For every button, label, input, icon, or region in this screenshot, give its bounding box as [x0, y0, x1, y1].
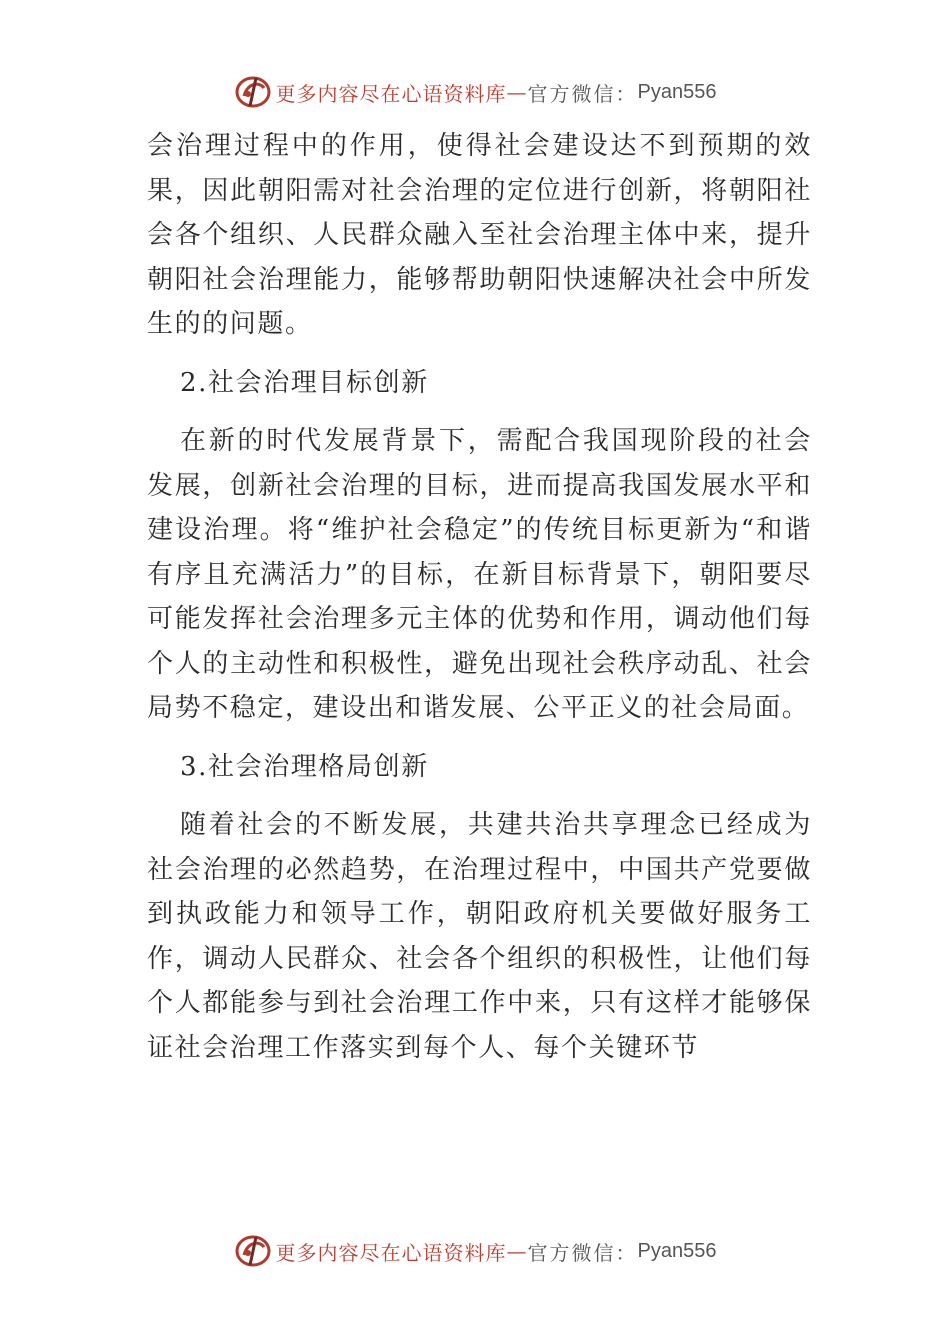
- footer-watermark: [0, 1233, 950, 1269]
- section-heading-3: 3.社会治理格局创新: [180, 751, 429, 782]
- watermark-wechat-label: 官方微信：: [527, 81, 638, 106]
- watermark-wechat-id: Pyan556: [637, 80, 717, 103]
- document-body: [147, 124, 812, 1070]
- watermark-text: 更多内容尽在心语资料库: [275, 81, 507, 106]
- watermark-dash: —: [506, 80, 528, 104]
- header-watermark: [0, 74, 950, 110]
- watermark-wechat-id: Pyan556: [637, 1239, 717, 1262]
- watermark-dash: —: [506, 1239, 528, 1263]
- paragraph-3: 随着社会的不断发展，共建共治共享理念已经成为社会治理的必然趋势，在治理过程中，中国共产党要做到执政能力和领导工作，朝阳政府机关要做好服务工作，调动人民群众、社会各个组织的积极性，让他们每个人都能参与到社会治理工作中来，只有这样才能够保证社会治理工作落实到每个人、每个关键环节: [147, 810, 812, 1063]
- section-heading-2: 2.社会治理目标创新: [180, 367, 429, 398]
- logo-icon: [234, 1233, 272, 1269]
- watermark-text: 更多内容尽在心语资料库: [275, 1240, 507, 1265]
- logo-icon: [234, 74, 272, 110]
- paragraph-2: 在新的时代发展背景下，需配合我国现阶段的社会发展，创新社会治理的目标，进而提高我国发展水平和建设治理。将“维护社会稳定”的传统目标更新为“和谐有序且充满活力”的目标，在新目标背景下，朝阳要尽可能发挥社会治理多元主体的优势和作用，调动他们每个人的主动性和积极性，避免出现社会秩序动乱、社会局势不稳定，建设出和谐发展、公平正义的社会局面。: [147, 426, 812, 723]
- watermark-wechat-label: 官方微信：: [527, 1240, 638, 1265]
- paragraph-1: 会治理过程中的作用，使得社会建设达不到预期的效果，因此朝阳需对社会治理的定位进行创新，将朝阳社会各个组织、人民群众融入至社会治理主体中来，提升朝阳社会治理能力，能够帮助朝阳快速解决社会中所发生的的问题。: [147, 131, 812, 339]
